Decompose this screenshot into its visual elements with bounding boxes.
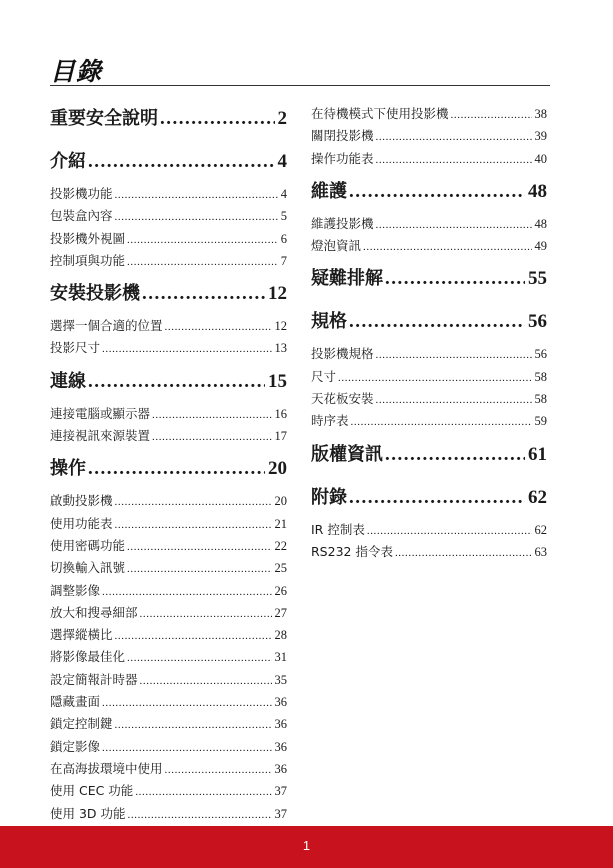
toc-entry-page-number: 38 <box>534 107 547 121</box>
toc-entry-label: 鎖定影像 <box>50 738 101 754</box>
toc-section-entry[interactable] <box>50 338 287 360</box>
toc-entry-page-number: 48 <box>534 216 547 231</box>
toc-dot-leader <box>115 519 272 531</box>
toc-dot-leader <box>363 241 531 253</box>
toc-entry-label: 投影機規格 <box>311 346 374 362</box>
toc-section-entry[interactable] <box>311 344 547 366</box>
title-divider <box>50 85 550 86</box>
toc-entry-page-number: 2 <box>277 108 287 129</box>
toc-section-entry[interactable] <box>50 692 287 714</box>
toc-dot-leader <box>160 108 275 130</box>
toc-dot-leader <box>115 630 272 642</box>
toc-entry-label: 使用密碼功能 <box>50 537 126 553</box>
toc-entry-page-number: 58 <box>534 392 547 407</box>
toc-entry-label: 隱藏畫面 <box>50 694 101 710</box>
toc-entry-page-number: 17 <box>274 429 287 444</box>
toc-entry-page-number: 48 <box>528 180 547 202</box>
toc-entry-label: 使用 3D 功能 <box>50 805 126 821</box>
toc-dot-leader <box>127 256 278 268</box>
toc-left-column <box>50 104 287 826</box>
toc-entry-label: 投影機外視圖 <box>50 230 126 246</box>
toc-entry-page-number: 21 <box>274 516 287 531</box>
toc-entry-page-number: 61 <box>528 443 547 465</box>
toc-entry-label: 天花板安裝 <box>311 391 374 407</box>
toc-dot-leader <box>102 697 271 709</box>
toc-entry-label: 連接視訊來源裝置 <box>50 428 151 444</box>
toc-entry-label: 維護 <box>311 180 347 202</box>
toc-section-entry[interactable] <box>311 149 547 171</box>
toc-entry-page-number: 28 <box>274 628 287 643</box>
toc-entry-page-number: 56 <box>528 311 547 333</box>
toc-entry-label: 操作功能表 <box>311 150 374 166</box>
toc-entry-page-number: 35 <box>274 672 287 687</box>
toc-entry-label: 安裝投影機 <box>50 283 140 305</box>
toc-section-entry[interactable] <box>50 670 287 692</box>
toc-entry-page-number: 36 <box>274 717 287 732</box>
toc-entry-label: IR 控制表 <box>311 521 365 537</box>
toc-entry-label: 燈泡資訊 <box>311 238 362 254</box>
toc-section-entry[interactable] <box>50 647 287 669</box>
toc-entry-page-number: 22 <box>274 538 287 553</box>
toc-section-entry[interactable] <box>311 214 547 236</box>
toc-dot-leader <box>115 496 272 508</box>
toc-entry-label: 連線 <box>50 370 86 392</box>
toc-entry-label: 包裝盒內容 <box>50 208 113 224</box>
toc-dot-leader <box>152 431 271 443</box>
toc-section-entry[interactable] <box>311 542 547 564</box>
toc-dot-leader <box>376 131 532 143</box>
toc-entry-label: 疑難排解 <box>311 268 383 290</box>
toc-entry-page-number: 37 <box>274 784 287 799</box>
toc-entry-page-number: 20 <box>274 494 287 509</box>
toc-dot-leader <box>140 675 272 687</box>
toc-entry-label: 調整影像 <box>50 582 101 598</box>
toc-entry-page-number: 26 <box>274 583 287 598</box>
toc-entry-label: 版權資訊 <box>311 443 383 465</box>
toc-entry-page-number: 58 <box>534 369 547 384</box>
toc-entry-label: 控制項與功能 <box>50 252 126 268</box>
toc-section-entry[interactable] <box>50 206 287 228</box>
toc-dot-leader <box>376 219 532 231</box>
toc-entry-page-number: 27 <box>274 605 287 620</box>
toc-section-entry[interactable] <box>50 514 287 536</box>
toc-section-entry[interactable] <box>50 737 287 759</box>
toc-dot-leader <box>349 311 525 333</box>
toc-entry-label: 選擇縱橫比 <box>50 627 113 643</box>
toc-entry-page-number: 39 <box>534 129 547 144</box>
toc-section-entry[interactable] <box>50 625 287 647</box>
toc-dot-leader <box>127 234 278 246</box>
toc-dot-leader <box>338 372 531 384</box>
toc-dot-leader <box>367 525 532 537</box>
toc-entry-label: 規格 <box>311 311 347 333</box>
toc-dot-leader <box>351 416 532 428</box>
toc-section-entry[interactable] <box>50 426 287 448</box>
toc-section-entry[interactable] <box>311 367 547 389</box>
toc-section-entry[interactable] <box>50 714 287 736</box>
toc-entry-label: 連接電腦或顯示器 <box>50 405 151 421</box>
toc-entry-page-number: 59 <box>534 414 547 429</box>
toc-dot-leader <box>165 764 272 776</box>
toc-dot-leader <box>135 786 271 798</box>
toc-dot-leader <box>115 719 272 731</box>
toc-chapter-entry[interactable] <box>311 307 547 344</box>
toc-dot-leader <box>102 586 271 598</box>
toc-entry-label: 啟動投影機 <box>50 493 113 509</box>
toc-dot-leader <box>127 652 271 664</box>
toc-dot-leader <box>395 547 532 559</box>
toc-entry-page-number: 37 <box>274 806 287 821</box>
toc-entry-page-number: 36 <box>274 739 287 754</box>
toc-entry-page-number: 63 <box>534 544 547 559</box>
toc-entry-label: 尺寸 <box>311 368 337 384</box>
toc-entry-label: 設定簡報計時器 <box>50 671 138 687</box>
toc-dot-leader <box>385 444 525 466</box>
toc-entry-label: 重要安全說明 <box>50 108 158 129</box>
toc-chapter-entry[interactable] <box>311 483 547 520</box>
toc-section-entry[interactable] <box>50 804 287 826</box>
toc-entry-label: 使用 CEC 功能 <box>50 783 134 799</box>
toc-entry-page-number: 55 <box>528 268 547 290</box>
page-title: 目錄 <box>50 57 103 86</box>
toc-section-entry[interactable] <box>311 126 547 148</box>
toc-section-entry[interactable] <box>50 491 287 513</box>
toc-section-entry[interactable] <box>50 251 287 273</box>
toc-section-entry[interactable] <box>50 316 287 338</box>
toc-entry-page-number: 49 <box>534 239 547 254</box>
toc-entry-label: 時序表 <box>311 413 349 429</box>
toc-dot-leader <box>349 487 525 509</box>
toc-entry-page-number: 36 <box>274 695 287 710</box>
toc-section-entry[interactable] <box>50 184 287 206</box>
toc-chapter-entry[interactable] <box>50 147 287 184</box>
toc-section-entry[interactable] <box>50 536 287 558</box>
toc-dot-leader <box>127 563 271 575</box>
toc-dot-leader <box>152 409 271 421</box>
toc-entry-page-number: 5 <box>280 209 287 224</box>
toc-entry-label: 將影像最佳化 <box>50 649 126 665</box>
toc-dot-leader <box>115 211 278 223</box>
toc-entry-label: 關閉投影機 <box>311 128 374 144</box>
toc-section-entry[interactable] <box>50 404 287 426</box>
toc-chapter-entry[interactable] <box>311 177 547 214</box>
toc-section-entry[interactable] <box>311 104 547 126</box>
toc-entry-page-number: 4 <box>280 187 287 201</box>
toc-chapter-entry[interactable] <box>50 454 287 491</box>
toc-entry-page-number: 12 <box>268 283 287 305</box>
toc-dot-leader <box>140 608 272 620</box>
toc-dot-leader <box>451 109 532 121</box>
toc-section-entry[interactable] <box>50 581 287 603</box>
toc-dot-leader <box>376 154 532 166</box>
toc-entry-page-number: 7 <box>280 253 287 268</box>
toc-entry-label: 在高海拔環境中使用 <box>50 760 163 776</box>
toc-entry-page-number: 25 <box>274 561 287 576</box>
toc-entry-page-number: 20 <box>268 458 287 480</box>
toc-dot-leader <box>88 458 265 480</box>
toc-entry-page-number: 36 <box>274 761 287 776</box>
page-number: 1 <box>302 838 311 853</box>
toc-entry-label: 附錄 <box>311 486 347 508</box>
toc-section-entry[interactable] <box>311 389 547 411</box>
toc-chapter-entry[interactable] <box>50 279 287 316</box>
toc-chapter-entry[interactable] <box>50 104 287 141</box>
toc-dot-leader <box>115 189 278 201</box>
toc-entry-page-number: 15 <box>268 370 287 392</box>
toc-entry-label: 鎖定控制鍵 <box>50 716 113 732</box>
toc-entry-label: 放大和搜尋細部 <box>50 604 138 620</box>
toc-section-entry[interactable] <box>50 603 287 625</box>
toc-entry-label: 操作 <box>50 458 86 480</box>
toc-entry-label: 選擇一個合適的位置 <box>50 318 163 334</box>
toc-entry-page-number: 40 <box>534 151 547 166</box>
toc-entry-label: 介紹 <box>50 151 86 172</box>
toc-entry-page-number: 62 <box>534 522 547 537</box>
toc-entry-page-number: 56 <box>534 347 547 362</box>
toc-chapter-entry[interactable] <box>311 440 547 477</box>
toc-entry-page-number: 16 <box>274 406 287 421</box>
toc-chapter-entry[interactable] <box>311 264 547 301</box>
toc-dot-leader <box>102 742 271 754</box>
toc-entry-page-number: 4 <box>277 151 287 172</box>
toc-entry-page-number: 62 <box>528 486 547 508</box>
toc-dot-leader <box>128 809 272 821</box>
toc-section-entry[interactable] <box>311 411 547 433</box>
toc-section-entry[interactable] <box>311 236 547 258</box>
toc-section-entry[interactable] <box>50 229 287 251</box>
toc-right-column <box>311 104 547 564</box>
toc-dot-leader <box>142 283 265 305</box>
toc-entry-page-number: 6 <box>280 231 287 246</box>
toc-dot-leader <box>127 541 271 553</box>
toc-entry-page-number: 13 <box>274 341 287 356</box>
toc-entry-label: 投影機功能 <box>50 186 113 201</box>
toc-dot-leader <box>102 343 271 355</box>
toc-dot-leader <box>165 321 272 333</box>
toc-dot-leader <box>376 349 532 361</box>
toc-section-entry[interactable] <box>311 520 547 542</box>
toc-entry-label: 在待機模式下使用投影機 <box>311 106 449 121</box>
toc-entry-label: 使用功能表 <box>50 515 113 531</box>
toc-dot-leader <box>385 268 525 290</box>
toc-dot-leader <box>376 394 532 406</box>
toc-section-entry[interactable] <box>50 759 287 781</box>
toc-entry-page-number: 31 <box>274 650 287 665</box>
toc-entry-label: 切換輸入訊號 <box>50 560 126 576</box>
toc-entry-label: 投影尺寸 <box>50 340 101 356</box>
toc-entry-label: RS232 指令表 <box>311 543 393 559</box>
toc-section-entry[interactable] <box>50 781 287 803</box>
toc-entry-page-number: 12 <box>274 319 287 334</box>
toc-entry-label: 維護投影機 <box>311 215 374 231</box>
toc-section-entry[interactable] <box>50 558 287 580</box>
toc-dot-leader <box>88 151 275 173</box>
toc-dot-leader <box>349 181 525 203</box>
toc-chapter-entry[interactable] <box>50 367 287 404</box>
toc-dot-leader <box>88 371 265 393</box>
